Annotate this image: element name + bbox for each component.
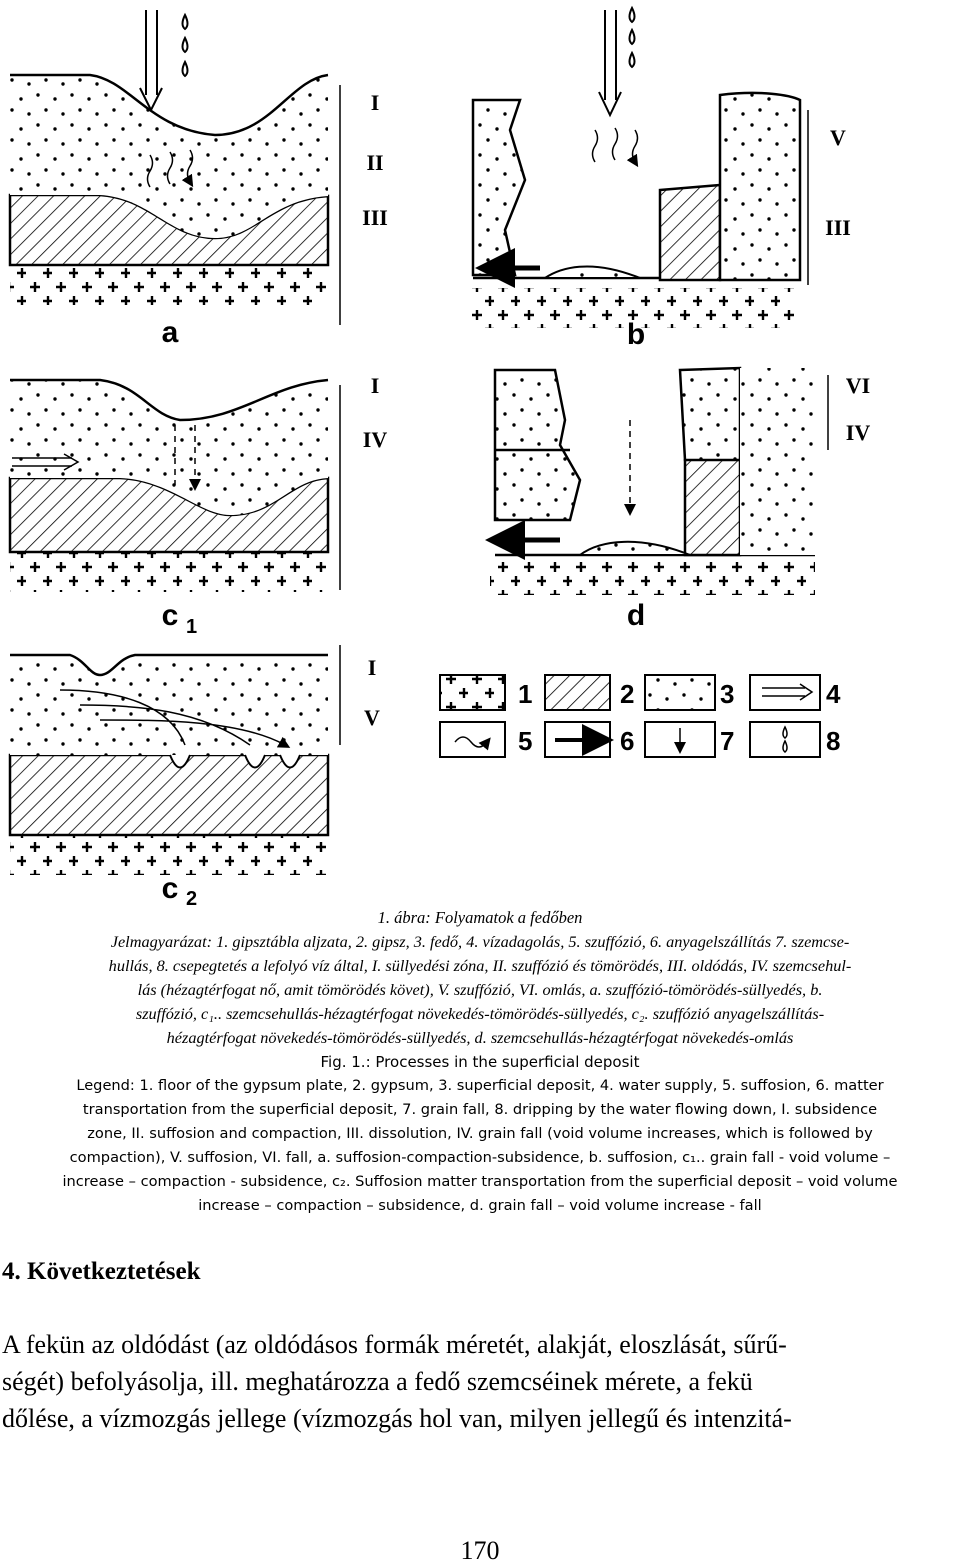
legend-item-1: 1 (518, 679, 533, 709)
svg-text:VI: VI (845, 373, 871, 398)
panel-c1 (10, 380, 340, 592)
zone-label-b-2 (825, 215, 851, 240)
svg-text:V: V (830, 125, 846, 150)
svg-text:II: II (366, 150, 384, 175)
caption-en-line: increase – compaction – subsidence, d. grain fall – void volume increase - fall (198, 1197, 762, 1214)
legend-item-5: 5 (518, 726, 533, 756)
zone-label-d-2 (846, 420, 871, 445)
svg-text:I: I (367, 655, 377, 680)
svg-text:I: I (370, 90, 380, 115)
panel-label-c1: c (161, 599, 179, 632)
body-line: ségét) befolyásolja, ill. meghatározza a fedő szemcséinek mérete, a fekü (2, 1367, 753, 1396)
svg-text:IV: IV (362, 427, 388, 452)
figure-caption-hungarian (4, 930, 956, 1050)
panel-label-a: a (161, 316, 179, 349)
zone-label-a-1 (371, 90, 380, 115)
svg-text:III: III (362, 205, 388, 230)
caption-hu-line: hézagtérfogat növekedés-tömörödés-süllyedés, d. szemcsehullás-hézagtérfogat növekedés-omlás (166, 1028, 794, 1047)
zone-label-a-2 (366, 150, 383, 175)
figure-caption-english-title: Fig. 1.: Processes in the superficial deposit (320, 1053, 640, 1071)
panel-label-d: d (626, 599, 646, 632)
panel-label-b: b (626, 318, 646, 351)
figure-caption-title: 1. ábra: Folyamatok a fedőben (377, 908, 583, 927)
figure-legend (440, 675, 841, 757)
caption-en-line: Legend: 1. floor of the gypsum plate, 2. gypsum, 3. superficial deposit, 4. water supply, 5. suffosion, 6. matter (76, 1077, 884, 1094)
caption-en-line: transportation from the superficial deposit, 7. grain fall, 8. dripping by the water flowing down, I. subsidence (82, 1101, 878, 1118)
caption-en-line: zone, II. suffosion and compaction, III. dissolution, IV. grain fall (void volume increases, which is followed by (87, 1125, 873, 1142)
panel-b (470, 8, 808, 328)
zone-label-a-3 (362, 205, 388, 230)
caption-hu-line: lás (hézagtérfogat nő, amit tömörödés követ), V. szuffózió, VI. omlás, a. szuffózió-tömörödés-süllyedés, b. (137, 980, 823, 999)
svg-text:III: III (825, 215, 851, 240)
page-number: 170 (460, 1536, 500, 1565)
svg-text:V: V (364, 705, 380, 730)
caption-hu-line: hullás, 8. csepegtetés a lefolyó víz által, I. süllyedési zóna, II. szuffózió és tömörödés, III. oldódás, IV. szemcsehul- (108, 956, 852, 975)
zone-label-c2-1 (368, 655, 377, 680)
caption-hu-line: Jelmagyarázat: 1. gipsztábla aljzata, 2. gipsz, 3. fedő, 4. vízadagolás, 5. szuffózió, 6. anyagelszállítás 7. szemcse- (110, 932, 850, 951)
figure-caption-english (2, 1074, 958, 1218)
zone-label-d-1 (846, 373, 870, 398)
panel-label-c2: c (161, 872, 179, 905)
caption-en-line: compaction), V. suffosion, VI. fall, a. suffosion-compaction-subsidence, b. suffosion, c₁.. grain fall - void volume – (69, 1149, 891, 1166)
zone-label-b-1 (830, 125, 846, 150)
section-heading: 4. Következtetések (2, 1258, 201, 1285)
legend-item-6: 6 (620, 726, 635, 756)
zone-label-c1-2 (363, 427, 388, 452)
body-line: A fekün az oldódást (az oldódásos formák méretét, alakját, eloszlását, sűrű- (2, 1330, 787, 1359)
legend-item-4: 4 (826, 679, 841, 709)
legend-item-7: 7 (720, 726, 735, 756)
legend-item-8: 8 (826, 726, 841, 756)
caption-hu-line: szuffózió, c₁.. szemcsehullás-hézagtérfogat növekedés-tömörödés-süllyedés, c₂. szuffózió anyagelszállítás- (135, 1004, 825, 1023)
panel-d (490, 368, 828, 595)
panel-c2 (10, 645, 340, 875)
body-line: dőlése, a vízmozgás jellege (vízmozgás hol van, milyen jellegű és intenzitá- (2, 1404, 792, 1433)
panel-label-c1-sub: 1 (186, 616, 198, 638)
svg-text:IV: IV (845, 420, 871, 445)
panel-a (10, 10, 340, 325)
zone-label-c2-2 (364, 705, 380, 730)
zone-label-c1-1 (371, 373, 380, 398)
legend-item-2: 2 (620, 679, 635, 709)
caption-en-line: increase – compaction - subsidence, c₂. Suffosion matter transportation from the superficial deposit – void volume (62, 1173, 898, 1190)
body-paragraph (2, 1326, 960, 1437)
panel-label-c2-sub: 2 (186, 888, 198, 910)
legend-item-3: 3 (720, 679, 735, 709)
svg-text:I: I (370, 373, 380, 398)
